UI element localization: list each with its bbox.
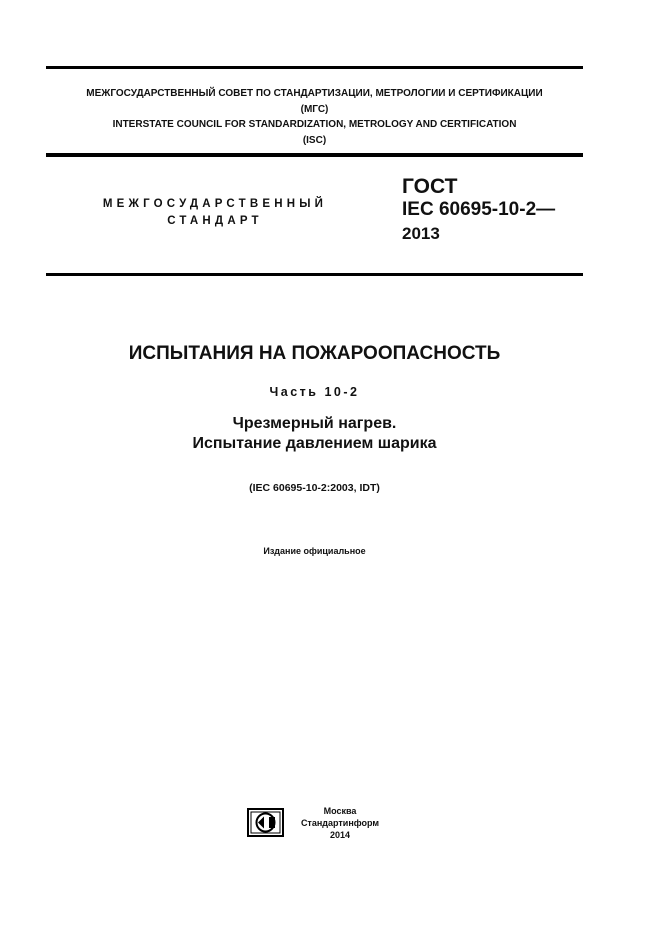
standartinform-logo-icon (247, 808, 284, 837)
council-en-name: INTERSTATE COUNCIL FOR STANDARDIZATION, METROLOGY AND CERTIFICATION (112, 119, 517, 130)
standard-type-line1: МЕЖГОСУДАРСТВЕННЫЙ (102, 198, 328, 210)
publisher-year: 2014 (329, 830, 351, 840)
council-ru-name: МЕЖГОСУДАРСТВЕННЫЙ СОВЕТ ПО СТАНДАРТИЗАЦИИ, МЕТРОЛОГИИ И СЕРТИФИКАЦИИ (86, 88, 543, 99)
publisher-name: Стандартинформ (300, 818, 380, 828)
subtitle-line2: Испытание давлением шарика (192, 435, 437, 452)
subtitle (46, 414, 583, 454)
edition-note: Издание официальное (263, 546, 366, 556)
gost-label: ГОСТ (402, 175, 458, 198)
gost-year: 2013 (402, 224, 440, 243)
top-rule (46, 66, 583, 69)
subtitle-line1: Чрезмерный нагрев. (232, 415, 397, 432)
logo-graphic (249, 810, 282, 835)
designation-rule (46, 273, 583, 276)
council-block (46, 86, 583, 148)
gost-number: IEC 60695-10-2— (402, 199, 556, 220)
publisher-block (290, 805, 390, 841)
main-title: ИСПЫТАНИЯ НА ПОЖАРООПАСНОСТЬ (128, 343, 501, 364)
standard-type (80, 196, 350, 230)
part-label: Часть 10-2 (269, 385, 360, 399)
council-ru-abbr: (МГС) (300, 103, 329, 115)
iec-reference: (IEC 60695-10-2:2003, IDT) (249, 482, 380, 494)
publisher-city: Москва (323, 806, 357, 816)
standard-type-line2: СТАНДАРТ (167, 215, 263, 227)
header-rule (46, 153, 583, 157)
council-en-abbr: (ISC) (302, 134, 327, 146)
